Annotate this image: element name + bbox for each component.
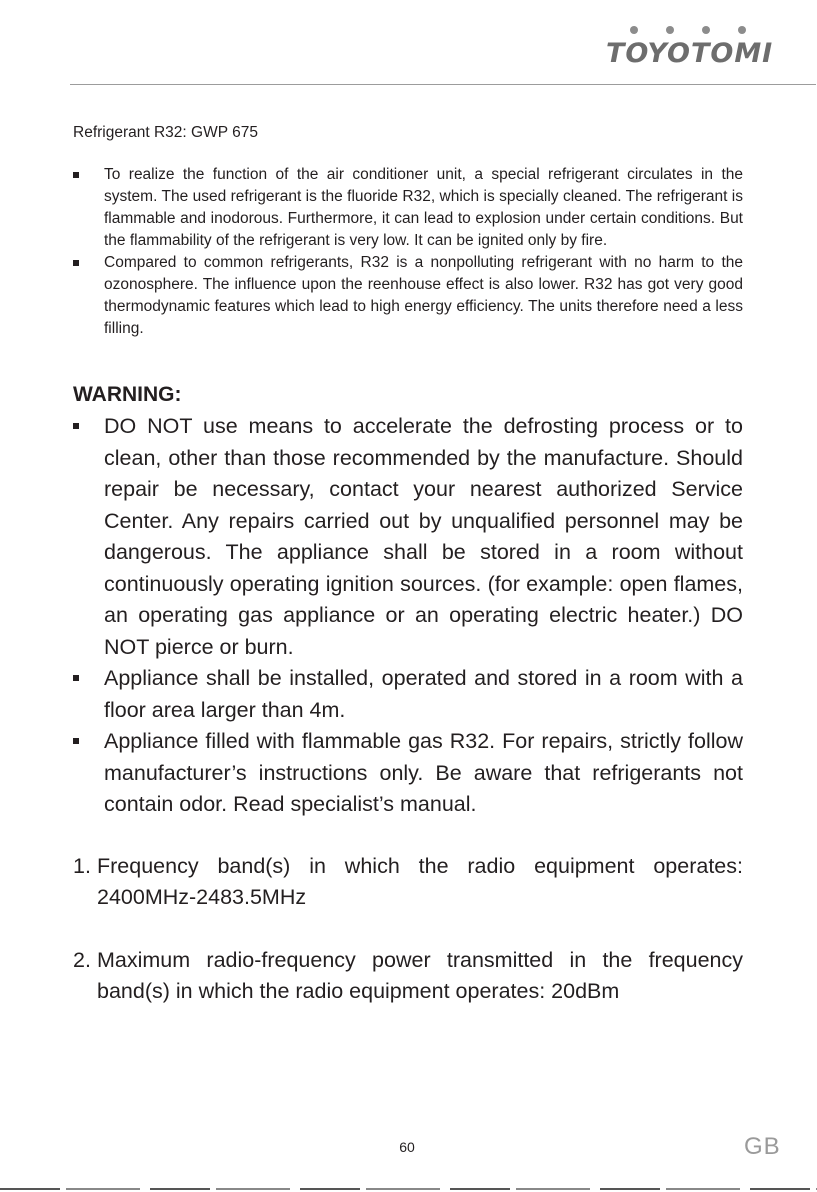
logo-dot [666, 26, 674, 34]
warning-section [73, 381, 743, 1008]
list-item-text: DO NOT use means to accelerate the defrosting process or to clean, other than those recommended by the manufacture. Should repair be necessary, contact your nearest authorized Service Center. Any repairs carried out by unqualified personnel may be dangerous. The appliance shall be stored in a room without continuously operating ignition sources. (for example: open flames, an operating gas appliance or an operating electric heater.) DO NOT pierce or burn. [104, 414, 743, 659]
language-code: GB [744, 1133, 781, 1160]
bullet-icon [73, 675, 79, 681]
list-number: 2. [73, 947, 91, 972]
bullet-icon [73, 172, 79, 178]
list-number: 1. [73, 853, 91, 878]
list-item [73, 726, 743, 821]
bullet-icon [73, 738, 79, 744]
list-item [73, 252, 743, 340]
bottom-divider [0, 1188, 817, 1190]
list-item-text: Appliance shall be installed, operated and stored in a room with a floor area larger than 4m. [104, 666, 743, 722]
bullet-icon [73, 423, 79, 429]
logo-dots [606, 26, 758, 36]
page-number: 60 [399, 1139, 415, 1155]
list-item [73, 663, 743, 726]
brand-wordmark: TOYOTOMI [606, 38, 774, 69]
list-item-text: Frequency band(s) in which the radio equipment operates: 2400MHz-2483.5MHz [97, 853, 743, 909]
list-item [73, 851, 743, 914]
list-item [73, 164, 743, 252]
logo-dot [738, 26, 746, 34]
refrigerant-info [73, 122, 743, 340]
logo-dot [630, 26, 638, 34]
bullet-icon [73, 260, 79, 266]
list-item-text: Maximum radio-frequency power transmitted in the frequency band(s) in which the radio equipment operates: 20dBm [97, 947, 743, 1003]
list-item [73, 411, 743, 663]
brand-logo [606, 26, 774, 70]
warning-bullet-list [73, 411, 743, 821]
list-item-text: Compared to common refrigerants, R32 is a nonpolluting refrigerant with no harm to the ozonosphere. The influence upon the reenhouse effect is also lower. R32 has got very good thermodynamic features which lead to high energy efficiency. The units therefore need a less filling. [104, 254, 743, 337]
page-content [73, 122, 743, 1039]
logo-dot [702, 26, 710, 34]
list-item-text: To realize the function of the air conditioner unit, a special refrigerant circulates in the system. The used refrigerant is the fluoride R32, which is specially cleaned. The refrigerant is flammable and inodorous. Furthermore, it can lead to explosion under certain conditions. But the flammability of the refrigerant is very low. It can be ignited only by fire. [104, 166, 743, 249]
radio-spec-list [73, 851, 743, 1008]
info-bullet-list [73, 164, 743, 340]
list-item [73, 945, 743, 1008]
refrigerant-intro: Refrigerant R32: GWP 675 [73, 124, 258, 141]
list-item-text: Appliance filled with flammable gas R32. For repairs, strictly follow manufacturer’s instructions only. Be aware that refrigerants not contain odor. Read specialist’s manual. [104, 729, 743, 816]
header-divider [70, 84, 816, 85]
warning-title: WARNING: [73, 383, 182, 406]
